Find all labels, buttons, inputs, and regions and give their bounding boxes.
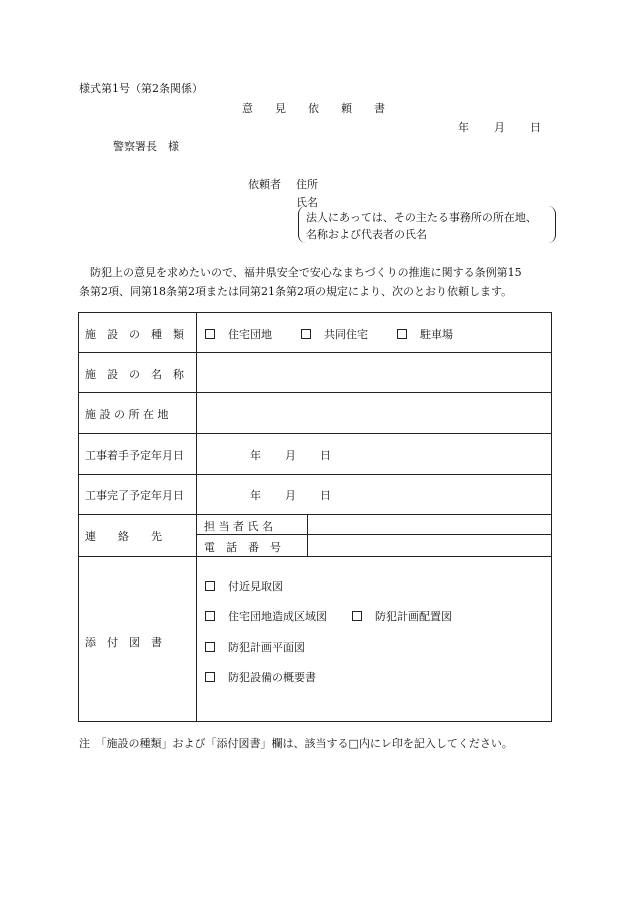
facility-type-label: 施 設 の 種 類 <box>85 328 184 341</box>
facility-location-field[interactable] <box>197 393 551 432</box>
checkbox-housing-complex[interactable] <box>205 329 215 339</box>
contact-label: 連 絡 先 <box>85 530 162 543</box>
corporate-note-line1: 法人にあっては、その主たる事務所の所在地、 <box>306 211 537 224</box>
checkbox-crime-prevention-layout[interactable] <box>352 611 362 621</box>
option-parking: 駐車場 <box>420 328 453 341</box>
form-number: 様式第1号（第2条関係） <box>79 82 203 95</box>
facility-location-label: 施 設 の 所 在 地 <box>85 408 169 421</box>
request-form-table <box>78 312 552 722</box>
requester-label: 依頼者 <box>248 178 281 191</box>
table-rule <box>79 556 551 557</box>
end-date-month: 月 <box>285 489 296 502</box>
end-date-label: 工事完了予定年月日 <box>85 489 184 502</box>
end-date-day: 日 <box>320 489 331 502</box>
start-date-month: 月 <box>285 449 296 462</box>
table-rule <box>79 433 551 434</box>
attachment-item: 住宅団地造成区域図 防犯計画配置図 <box>205 608 452 624</box>
person-in-charge-label: 担 当 者 氏 名 <box>204 520 273 533</box>
start-date-year: 年 <box>250 449 261 462</box>
facility-name-field[interactable] <box>197 353 551 391</box>
attachment-item: 防犯計画平面図 <box>205 639 305 655</box>
option-housing-complex: 住宅団地 <box>228 328 272 341</box>
checkbox-crime-prevention-floor-plan[interactable] <box>205 642 215 652</box>
checkbox-apartment[interactable] <box>301 329 311 339</box>
checkbox-vicinity-map[interactable] <box>205 581 215 591</box>
person-in-charge-field[interactable] <box>308 515 551 533</box>
end-date-year: 年 <box>250 489 261 502</box>
option-apartment: 共同住宅 <box>324 328 368 341</box>
phone-field[interactable] <box>308 535 551 555</box>
facility-name-label: 施 設 の 名 称 <box>85 368 184 381</box>
start-date-label: 工事着手予定年月日 <box>85 449 184 462</box>
date-year: 年 <box>458 121 469 134</box>
date-day: 日 <box>530 121 541 134</box>
attachment-item: 付近見取図 <box>205 578 283 594</box>
footnote: 注 「施設の種類」および「添付図書」欄は、該当する□内にレ印を記入してください。 <box>79 737 513 750</box>
attached-drawings-label: 添 付 図 書 <box>85 636 162 649</box>
body-text-line2: 条第2項、同第18条第2項または同第21条第2項の規定により、次のとおり依頼します。 <box>79 285 513 298</box>
table-rule <box>79 474 551 475</box>
checkbox-security-equipment-summary[interactable] <box>205 672 215 682</box>
requester-name-label: 氏名 <box>296 196 318 209</box>
requester-address-label: 住所 <box>296 178 318 191</box>
date-month: 月 <box>494 121 505 134</box>
start-date-day: 日 <box>320 449 331 462</box>
facility-type-options <box>205 326 453 342</box>
phone-label: 電 話 番 号 <box>204 541 281 554</box>
checkbox-development-area-map[interactable] <box>205 611 215 621</box>
corporate-note-line2: 名称および代表者の氏名 <box>306 228 427 241</box>
attachment-item: 防犯設備の概要書 <box>205 669 316 685</box>
body-text-line1: 防犯上の意見を求めたいので、福井県安全で安心なまちづくりの推進に関する条例第15 <box>90 266 522 279</box>
addressee: 警察署長 様 <box>113 140 179 153</box>
document-title: 意 見 依 頼 書 <box>242 102 385 115</box>
checkbox-parking[interactable] <box>397 329 407 339</box>
